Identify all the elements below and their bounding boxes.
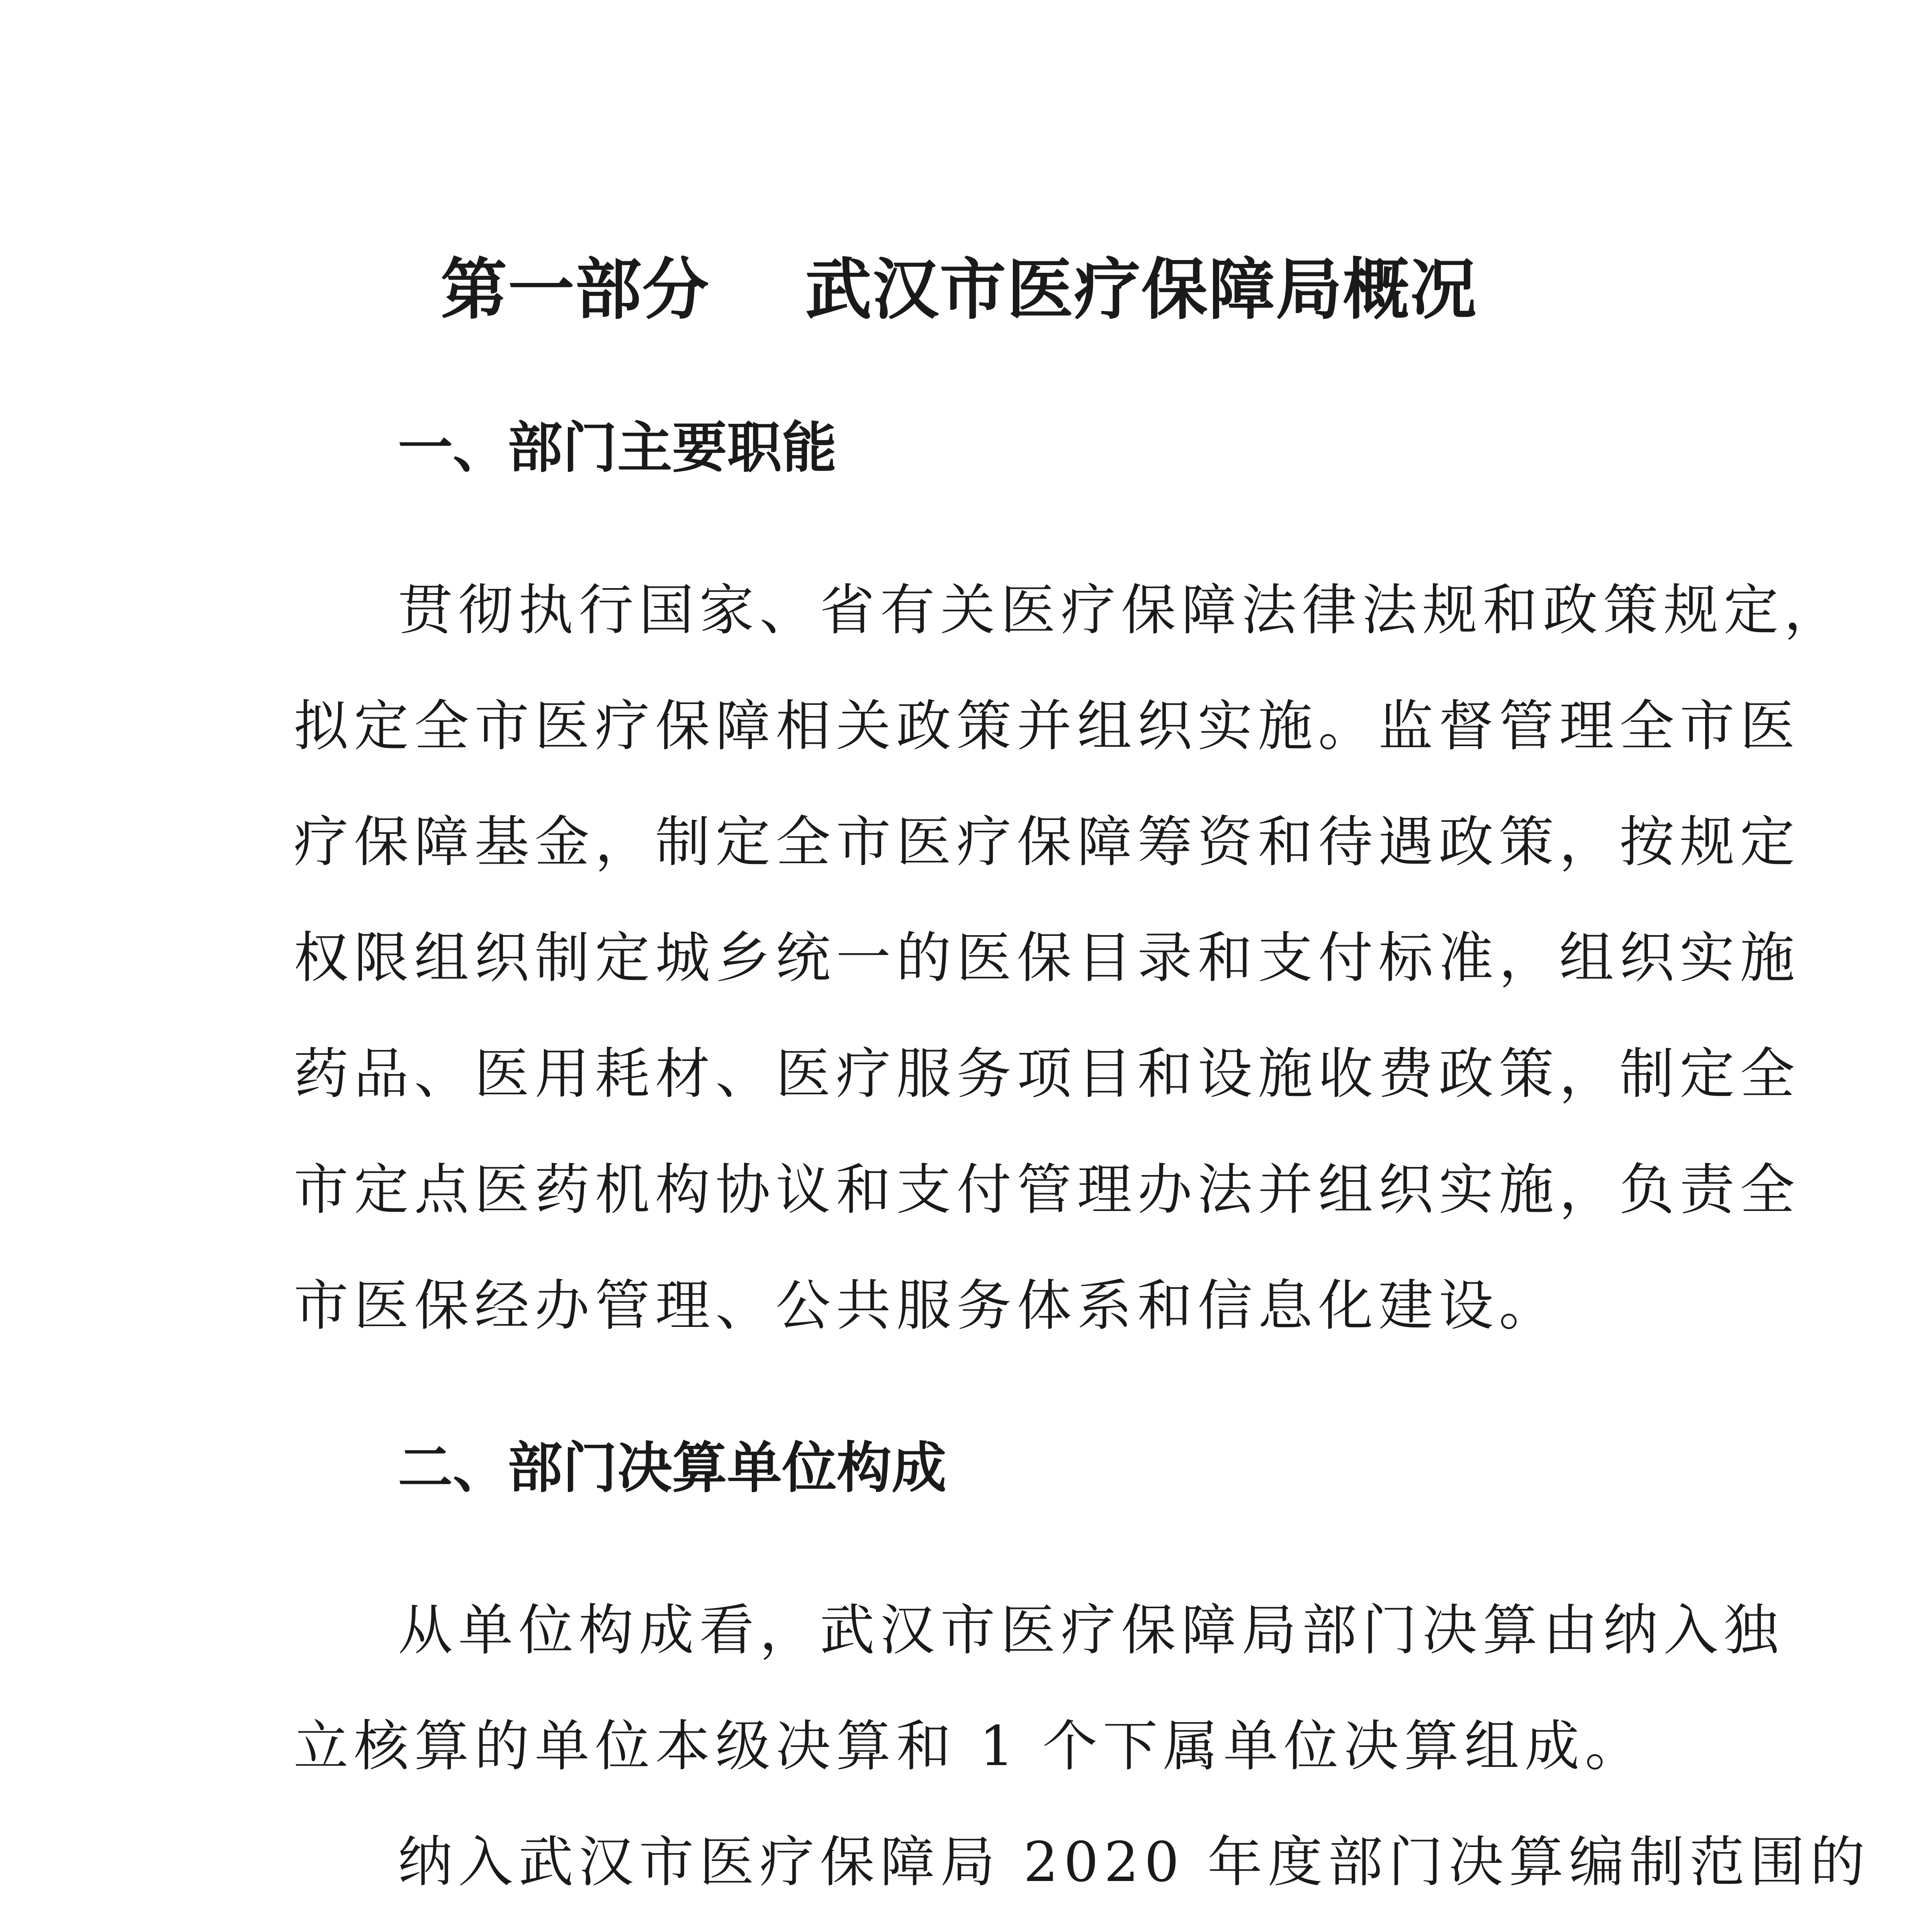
paragraph-line: 市医保经办管理、公共服务体系和信息化建设。 [294,1274,1559,1338]
paragraph-line: 贯彻执行国家、省有关医疗保障法律法规和政策规定， [398,578,1844,642]
section-heading-units: 二、部门决算单位构成 [398,1436,946,1500]
paragraph-line: 市定点医药机构协议和支付管理办法并组织实施，负责全 [294,1158,1800,1222]
page-title: 第一部分 武汉市医疗保障局概况 [440,251,1478,328]
paragraph-line: 拟定全市医疗保障相关政策并组织实施。监督管理全市医 [294,694,1800,758]
paragraph-line: 纳入武汉市医疗保障局 2020 年度部门决算编制范围的 [398,1830,1870,1894]
paragraph-line: 疗保障基金，制定全市医疗保障筹资和待遇政策，按规定 [294,810,1800,874]
section-heading-functions: 一、部门主要职能 [398,416,837,480]
paragraph-line: 从单位构成看，武汉市医疗保障局部门决算由纳入独 [398,1599,1784,1662]
paragraph-line: 立核算的单位本级决算和 1 个下属单位决算组成。 [294,1714,1645,1778]
paragraph-line: 权限组织制定城乡统一的医保目录和支付标准，组织实施 [294,926,1800,990]
paragraph-line: 药品、医用耗材、医疗服务项目和设施收费政策，制定全 [294,1042,1800,1106]
